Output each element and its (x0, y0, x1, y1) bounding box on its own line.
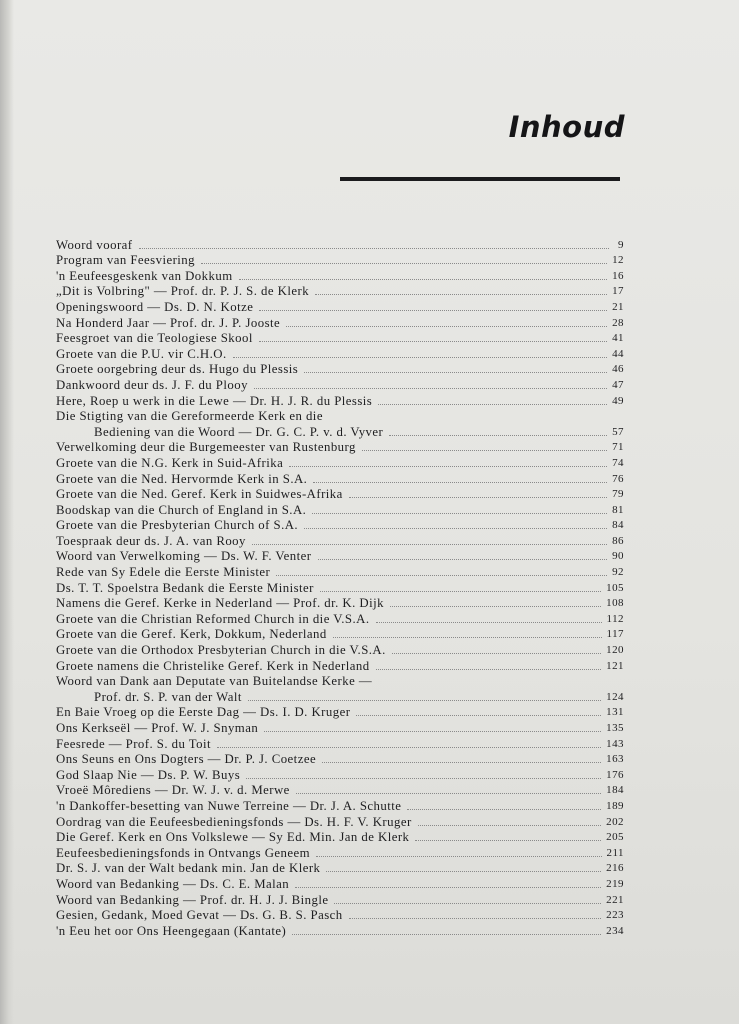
toc-entry-page-number: 205 (606, 831, 624, 844)
toc-entry-page-number: 216 (606, 862, 624, 875)
toc-entry-title: Boodskap van die Church of England in S.A. (56, 502, 307, 517)
toc-entry-title: Feesrede — Prof. S. du Toit (56, 736, 211, 751)
toc-entry-title: Ons Seuns en Ons Dogters — Dr. P. J. Coetzee (56, 752, 317, 767)
dot-leader (376, 669, 602, 670)
toc-entry-title: 'n Eeufeesgeskenk van Dokkum (56, 268, 233, 283)
toc-entry-title: Groete van die Presbyterian Church of S.A. (56, 518, 299, 533)
toc-entry-page-number: 41 (612, 332, 624, 345)
dot-leader (139, 248, 609, 249)
toc-entry (56, 518, 624, 534)
toc-entry-page-number: 12 (612, 254, 624, 267)
toc-entry-title: „Dit is Volbring" — Prof. dr. P. J. S. de Klerk (56, 284, 310, 299)
dot-leader (252, 544, 607, 545)
toc-entry (56, 596, 624, 612)
toc-entry (56, 502, 624, 518)
dot-leader (292, 934, 601, 935)
toc-entry (56, 237, 624, 253)
toc-entry-title: Program van Feesviering (56, 253, 195, 268)
toc-entry-title: Verwelkoming deur die Burgemeester van Rustenburg (56, 440, 356, 455)
dot-leader (289, 466, 607, 467)
toc-entry (56, 331, 624, 347)
dot-leader (259, 310, 607, 311)
toc-entry-title: Groete van die N.G. Kerk in Suid-Afrika (56, 455, 284, 470)
toc-entry-page-number: 163 (606, 753, 624, 766)
toc-entry-title: Die Stigting van die Gereformeerde Kerk en die (56, 409, 323, 424)
page-title: Inhoud (508, 110, 625, 144)
dot-leader (378, 404, 607, 405)
toc-entry (56, 908, 624, 924)
toc-entry-title: Here, Roep u werk in die Lewe — Dr. H. J. R. du Plessis (56, 393, 373, 408)
toc-entry-title: Openingswoord — Ds. D. N. Kotze (56, 299, 254, 314)
toc-entry (56, 674, 624, 690)
dot-leader (376, 622, 602, 623)
toc-entry-page-number: 84 (612, 519, 624, 532)
dot-leader (246, 778, 601, 779)
toc-entry (56, 362, 624, 378)
toc-entry-page-number: 121 (606, 659, 624, 672)
toc-entry-page-number: 21 (612, 300, 624, 313)
dot-leader (295, 887, 601, 888)
dot-leader (333, 637, 602, 638)
toc-entry (56, 377, 624, 393)
toc-entry-page-number: 81 (612, 503, 624, 516)
toc-entry-page-number: 219 (606, 877, 624, 890)
toc-entry-page-number: 17 (612, 285, 624, 298)
toc-entry-page-number: 108 (606, 597, 624, 610)
toc-entry-title: Toespraak deur ds. J. A. van Rooy (56, 533, 246, 548)
dot-leader (239, 279, 607, 280)
toc-entry-page-number: 28 (612, 316, 624, 329)
toc-entry-page-number: 189 (606, 799, 624, 812)
dot-leader (349, 497, 607, 498)
dot-leader (392, 653, 601, 654)
dot-leader (415, 840, 601, 841)
toc-entry-title: Groete van die Orthodox Presbyterian Church in die V.S.A. (56, 643, 386, 658)
toc-entry (56, 424, 624, 440)
toc-entry (56, 549, 624, 565)
table-of-contents (56, 237, 624, 939)
toc-entry-page-number: 57 (612, 425, 624, 438)
toc-entry (56, 564, 624, 580)
dot-leader (407, 809, 601, 810)
toc-entry-page-number: 44 (612, 347, 624, 360)
toc-entry-page-number: 176 (606, 768, 624, 781)
toc-entry-title: Gesien, Gedank, Moed Gevat — Ds. G. B. S. Pasch (56, 908, 343, 923)
toc-entry-title: Feesgroet van die Teologiese Skool (56, 331, 253, 346)
toc-entry-title: Woord van Bedanking — Prof. dr. H. J. J. Bingle (56, 892, 329, 907)
dot-leader (316, 856, 601, 857)
toc-entry-page-number: 202 (606, 815, 624, 828)
toc-entry-title: Woord van Bedanking — Ds. C. E. Malan (56, 876, 290, 891)
toc-entry (56, 642, 624, 658)
toc-entry (56, 299, 624, 315)
toc-entry (56, 767, 624, 783)
dot-leader (389, 435, 607, 436)
title-rule (340, 177, 620, 181)
toc-entry-title: Dankwoord deur ds. J. F. du Plooy (56, 377, 248, 392)
toc-entry-title: God Slaap Nie — Ds. P. W. Buys (56, 767, 241, 782)
toc-entry (56, 861, 624, 877)
dot-leader (304, 528, 607, 529)
toc-entry (56, 689, 624, 705)
toc-entry-page-number: 49 (612, 394, 624, 407)
dot-leader (254, 388, 607, 389)
toc-entry-page-number: 184 (606, 784, 624, 797)
toc-entry (56, 580, 624, 596)
toc-entry-page-number: 131 (606, 706, 624, 719)
toc-entry-title: Groete van die Christian Reformed Church in die V.S.A. (56, 611, 370, 626)
toc-entry (56, 315, 624, 331)
toc-entry-page-number: 9 (618, 238, 624, 251)
toc-entry-page-number: 79 (612, 488, 624, 501)
dot-leader (233, 357, 608, 358)
toc-entry (56, 814, 624, 830)
dot-leader (418, 825, 601, 826)
dot-leader (313, 482, 607, 483)
toc-entry-title: Oordrag van die Eeufeesbedieningsfonds — Ds. H. F. V. Kruger (56, 814, 412, 829)
toc-entry-title: Na Honderd Jaar — Prof. dr. J. P. Jooste (56, 315, 281, 330)
toc-entry-title: Woord van Dank aan Deputate van Buitelandse Kerke — (56, 674, 373, 689)
toc-entry-page-number: 124 (606, 690, 624, 703)
toc-entry (56, 736, 624, 752)
toc-entry-page-number: 211 (606, 846, 624, 859)
dot-leader (248, 700, 601, 701)
toc-entry-page-number: 90 (612, 550, 624, 563)
toc-entry-page-number: 223 (606, 909, 624, 922)
toc-entry-title: Rede van Sy Edele die Eerste Minister (56, 565, 271, 580)
toc-entry (56, 892, 624, 908)
toc-entry-page-number: 46 (612, 363, 624, 376)
toc-entry (56, 876, 624, 892)
toc-entry (56, 798, 624, 814)
toc-entry (56, 720, 624, 736)
toc-entry-title: Groete van die Ned. Hervormde Kerk in S.A. (56, 471, 308, 486)
page-edge-shadow (0, 0, 14, 1024)
toc-entry-title: Groete van die Ned. Geref. Kerk in Suidwes-Afrika (56, 487, 343, 502)
toc-entry (56, 284, 624, 300)
dot-leader (264, 731, 601, 732)
dot-leader (312, 513, 607, 514)
toc-entry-title: Vroeë Môrediens — Dr. W. J. v. d. Merwe (56, 783, 290, 798)
toc-entry (56, 923, 624, 939)
toc-entry-title: Ons Kerkseël — Prof. W. J. Snyman (56, 721, 259, 735)
toc-entry (56, 440, 624, 456)
toc-entry (56, 253, 624, 269)
toc-entry-page-number: 92 (612, 566, 624, 579)
toc-entry-page-number: 105 (606, 581, 624, 594)
toc-entry-title: Eeufeesbedieningsfonds in Ontvangs Geneem (56, 845, 311, 860)
dot-leader (349, 918, 601, 919)
toc-entry (56, 611, 624, 627)
toc-entry-page-number: 120 (606, 644, 624, 657)
toc-entry-title: Groete van die P.U. vir C.H.O. (56, 346, 227, 361)
toc-entry (56, 845, 624, 861)
toc-entry-page-number: 117 (606, 628, 624, 641)
toc-entry-title: 'n Dankoffer-besetting van Nuwe Terreine — Dr. J. A. Schutte (56, 798, 402, 813)
dot-leader (326, 871, 601, 872)
toc-entry (56, 627, 624, 643)
toc-entry-title: 'n Eeu het oor Ons Heengegaan (Kantate) (56, 923, 287, 938)
toc-entry (56, 783, 624, 799)
dot-leader (322, 762, 601, 763)
toc-entry-title: Dr. S. J. van der Walt bedank min. Jan de Klerk (56, 861, 321, 876)
toc-entry (56, 409, 624, 425)
toc-entry (56, 830, 624, 846)
toc-entry-page-number: 47 (612, 378, 624, 391)
dot-leader (356, 715, 601, 716)
toc-entry-page-number: 86 (612, 534, 624, 547)
toc-entry-page-number: 135 (606, 722, 624, 734)
toc-entry-title: Namens die Geref. Kerke in Nederland — Prof. dr. K. Dijk (56, 596, 384, 611)
toc-entry-title: Groete van die Geref. Kerk, Dokkum, Nederland (56, 627, 327, 642)
toc-entry-page-number: 76 (612, 472, 624, 485)
toc-entry-page-number: 234 (606, 924, 624, 937)
toc-entry (56, 393, 624, 409)
toc-entry-title: Bediening van die Woord — Dr. G. C. P. v. d. Vyver (94, 424, 384, 439)
dot-leader (296, 793, 601, 794)
toc-entry (56, 471, 624, 487)
toc-entry-title: Groete oorgebring deur ds. Hugo du Plessis (56, 362, 299, 377)
toc-entry-page-number: 74 (612, 456, 624, 469)
toc-entry-title: Ds. T. T. Spoelstra Bedank die Eerste Minister (56, 580, 314, 595)
toc-entry-title: Groete namens die Christelike Geref. Kerk in Nederland (56, 658, 370, 673)
toc-entry (56, 752, 624, 768)
dot-leader (362, 450, 607, 451)
dot-leader (334, 903, 601, 904)
toc-entry-page-number: 143 (606, 737, 624, 750)
toc-entry-page-number: 71 (612, 441, 624, 454)
toc-entry-title: Woord vooraf (56, 237, 133, 252)
dot-leader (304, 372, 607, 373)
dot-leader (201, 263, 607, 264)
dot-leader (320, 591, 601, 592)
toc-entry-title: Die Geref. Kerk en Ons Volkslewe — Sy Ed. Min. Jan de Klerk (56, 830, 410, 845)
toc-entry-title: Woord van Verwelkoming — Ds. W. F. Venter (56, 549, 312, 564)
dot-leader (286, 326, 607, 327)
dot-leader (315, 294, 607, 295)
toc-entry-page-number: 16 (612, 269, 624, 282)
toc-entry (56, 455, 624, 471)
dot-leader (318, 559, 608, 560)
toc-entry (56, 346, 624, 362)
toc-entry (56, 705, 624, 721)
toc-entry-page-number: 221 (606, 893, 624, 906)
toc-entry-page-number: 112 (606, 612, 624, 625)
toc-entry (56, 658, 624, 674)
dot-leader (259, 341, 607, 342)
toc-entry-title: Prof. dr. S. P. van der Walt (94, 689, 242, 704)
dot-leader (390, 606, 601, 607)
toc-entry (56, 268, 624, 284)
toc-entry (56, 487, 624, 503)
dot-leader (276, 575, 607, 576)
toc-entry-title: En Baie Vroeg op die Eerste Dag — Ds. I. D. Kruger (56, 705, 351, 720)
toc-entry (56, 533, 624, 549)
dot-leader (217, 747, 601, 748)
